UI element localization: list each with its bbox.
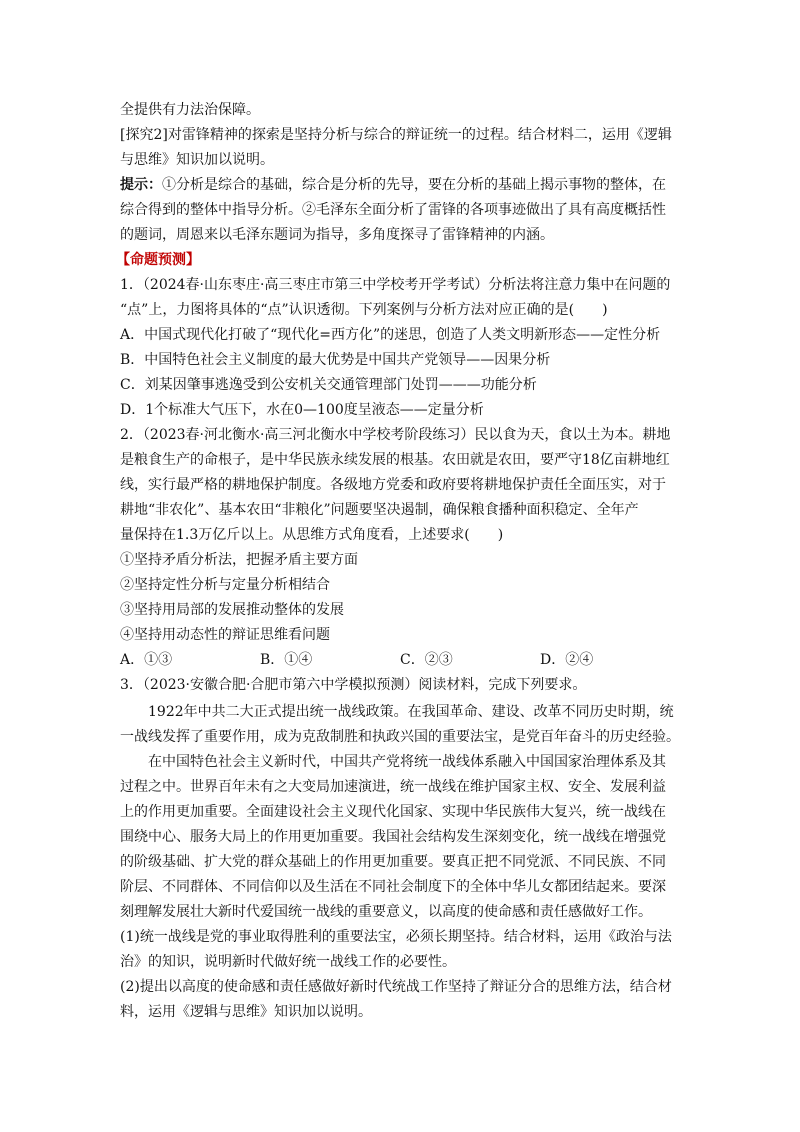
question-2-item: ③坚持用局部的发展推动整体的发展 [120,602,344,618]
question-2-option-a: A．①③ [120,652,173,668]
question-3-sub-2: (2)提出以高度的使命感和责任感做好新时代统战工作坚持了辩证分合的思维方法，结合材 [120,979,672,995]
hint-label: 提示： [120,177,162,193]
question-1-option-c: C．刘某因肇事逃逸受到公安机关交通管理部门处罚———功能分析 [120,377,537,393]
question-2-stem: 耕地“非农化”、基本农田“非粮化”问题要坚决遏制，确保粮食播种面积稳定、全年产 [120,502,639,518]
material-line: 过程之中。世界百年未有之大变局加速演进，统一战线在维护国家主权、安全、发展利益 [120,779,666,795]
material-line: 的阶级基础、扩大党的群众基础上的作用更加重要。要真正把不同党派、不同民族、不同 [120,854,666,870]
section-heading: 【命题预测】 [116,252,200,268]
question-1-stem: “点”上，力图将具体的“点”认识透彻。下列案例与分析方法对应正确的是( ) [120,302,608,318]
question-2-stem: 是粮食生产的命根子，是中华民族永续发展的根基。农田就是农田，要严守18亿亩耕地红 [120,452,670,468]
text-line: 与思维》知识加以说明。 [120,152,274,168]
material-line: 上的作用更加重要。全面建设社会主义现代化国家、实现中华民族伟大复兴，统一战线在 [120,804,666,820]
question-1-option-a: A．中国式现代化打破了“现代化=西方化”的迷思，创造了人类文明新形态——定性分析 [120,327,661,343]
material-line: 阶层、不同群体、不同信仰以及生活在不同社会制度下的全体中华儿女都团结起来。要深 [120,879,666,895]
material-paragraph: 在中国特色社会主义新时代，中国共产党将统一战线体系融入中国国家治理体系及其 [148,754,666,770]
question-2-option-c: C．②③ [400,652,453,668]
text-line: 的题词，周恩来以毛泽东题词为指导，多角度探寻了雷锋精神的内涵。 [120,227,554,243]
question-3-sub-2: 料，运用《逻辑与思维》知识加以说明。 [120,1004,372,1020]
hint-line [120,175,666,195]
question-2-item: ②坚持定性分析与定量分析相结合 [120,577,330,593]
question-2-stem: 2．（2023春·河北衡水·高三河北衡水中学校考阶段练习）民以食为天，食以土为本。耕地 [120,427,671,443]
question-2-stem: 线，实行最严格的耕地保护制度。各级地方党委和政府要将耕地保护责任全面压实，对于 [120,477,666,493]
question-1-option-d: D．1个标准大气压下，水在0—100度呈液态——定量分析 [120,402,484,418]
text-line: 综合得到的整体中指导分析。②毛泽东全面分析了雷锋的各项事迹做出了具有高度概括性 [120,202,666,218]
question-2-stem: 量保持在1.3万亿斤以上。从思维方式角度看，上述要求( ) [120,527,504,543]
inquiry-2-line: [探究2]对雷锋精神的探索是坚持分析与综合的辩证统一的过程。结合材料二，运用《逻辑 [120,127,672,143]
question-2-item: ④坚持用动态性的辩证思维看问题 [120,627,330,643]
question-2-item: ①坚持矛盾分析法，把握矛盾主要方面 [120,552,358,568]
material-line: 围绕中心、服务大局上的作用更加重要。我国社会结构发生深刻变化，统一战线在增强党 [120,829,666,845]
question-1-option-b: B．中国特色社会主义制度的最大优势是中国共产党领导——因果分析 [120,352,551,368]
material-line: 刻理解发展壮大新时代爱国统一战线的重要意义，以高度的使命感和责任感做好工作。 [120,904,652,920]
question-2-option-d: D．②④ [540,652,594,668]
material-line: 一战线发挥了重要作用，成为克敌制胜和执政兴国的重要法宝，是党百年奋斗的历史经验。 [120,729,680,745]
material-paragraph: 1922年中共二大正式提出统一战线政策。在我国革命、建设、改革不同历史时期，统 [148,704,674,720]
text-line: 全提供有力法治保障。 [120,102,260,118]
question-2-option-b: B．①④ [260,652,313,668]
question-3-sub-1: 治》的知识，说明新时代做好统一战线工作的必要性。 [120,954,456,970]
question-1-stem: 1．（2024春·山东枣庄·高三枣庄市第三中学校考开学考试）分析法将注意力集中在问题的 [120,277,671,293]
question-3-sub-1: (1)统一战线是党的事业取得胜利的重要法宝，必须长期坚持。结合材料，运用《政治与法 [120,929,672,945]
hint-text: ①分析是综合的基础，综合是分析的先导，要在分析的基础上揭示事物的整体，在 [162,177,666,193]
question-3-stem: 3．（2023·安徽合肥·合肥市第六中学模拟预测）阅读材料，完成下列要求。 [120,677,587,693]
